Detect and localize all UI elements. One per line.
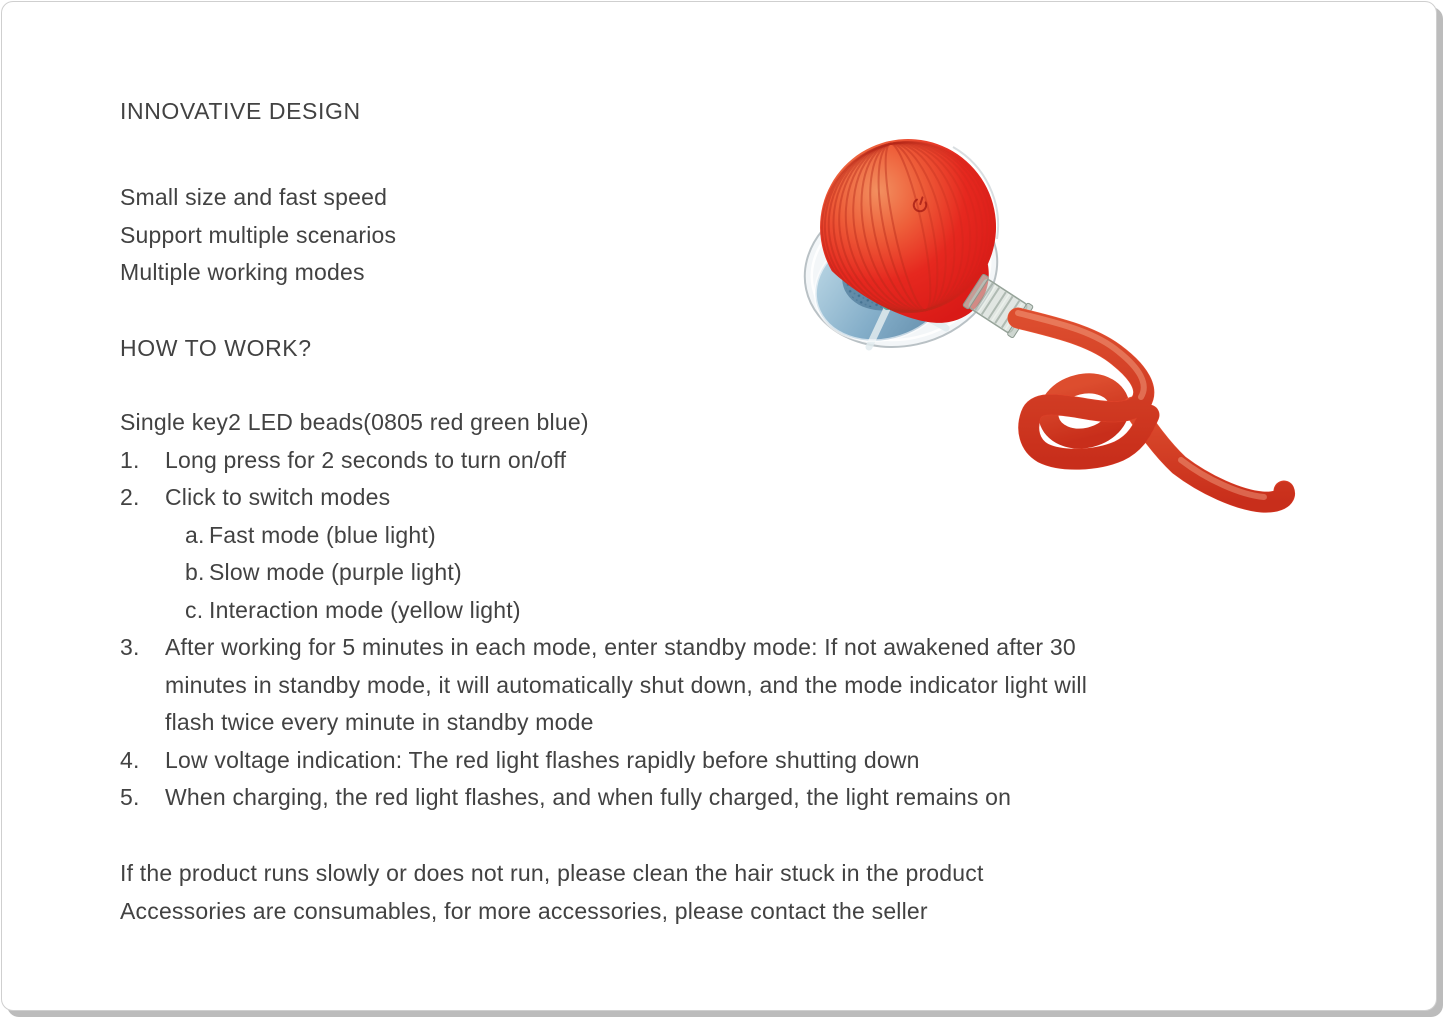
list-item bbox=[120, 629, 1182, 742]
footer-line: Accessories are consumables, for more accessories, please contact the seller bbox=[120, 897, 928, 924]
list-text: When charging, the red light flashes, and when fully charged, the light remains on bbox=[165, 784, 1012, 810]
product-photo bbox=[781, 121, 1351, 581]
list-marker: 2. bbox=[120, 484, 140, 510]
list-text: Slow mode (purple light) bbox=[209, 559, 462, 585]
list-intro: Single key2 LED beads(0805 red green blue) bbox=[120, 409, 589, 435]
intro-line: Multiple working modes bbox=[120, 259, 365, 285]
list-marker: b. bbox=[185, 559, 205, 585]
list-text: Long press for 2 seconds to turn on/off bbox=[165, 446, 567, 473]
list-text: After working for 5 minutes in each mode, enter standby mode: If not awakened after 30 minutes in standby mode, it will automatically shut down, and the mode indicator light will flash twice every minute in standby mode bbox=[165, 634, 1088, 735]
footer-lines bbox=[120, 855, 1182, 930]
intro-line: Support multiple scenarios bbox=[120, 221, 397, 248]
list-text: Interaction mode (yellow light) bbox=[209, 596, 521, 623]
list-marker: c. bbox=[185, 596, 204, 623]
list-marker: 3. bbox=[120, 634, 140, 660]
list-item bbox=[120, 742, 1182, 780]
product-description-card bbox=[1, 1, 1437, 1011]
list-text: Click to switch modes bbox=[165, 484, 391, 510]
rope-tail bbox=[1018, 313, 1285, 502]
list-marker: 4. bbox=[120, 746, 140, 773]
list-text: Fast mode (blue light) bbox=[209, 521, 436, 548]
list-marker: a. bbox=[185, 521, 205, 548]
list-item bbox=[120, 779, 1182, 817]
list-text: Low voltage indication: The red light flashes rapidly before shutting down bbox=[165, 746, 920, 773]
section-heading-how-to-work: HOW TO WORK? bbox=[120, 335, 312, 361]
list-marker: 5. bbox=[120, 784, 140, 810]
list-marker: 1. bbox=[120, 446, 140, 473]
footer-line: If the product runs slowly or does not run, please clean the hair stuck in the product bbox=[120, 860, 984, 886]
section-heading-innovative-design: INNOVATIVE DESIGN bbox=[120, 98, 361, 124]
intro-line: Small size and fast speed bbox=[120, 184, 388, 210]
sub-list-item bbox=[185, 592, 1182, 630]
